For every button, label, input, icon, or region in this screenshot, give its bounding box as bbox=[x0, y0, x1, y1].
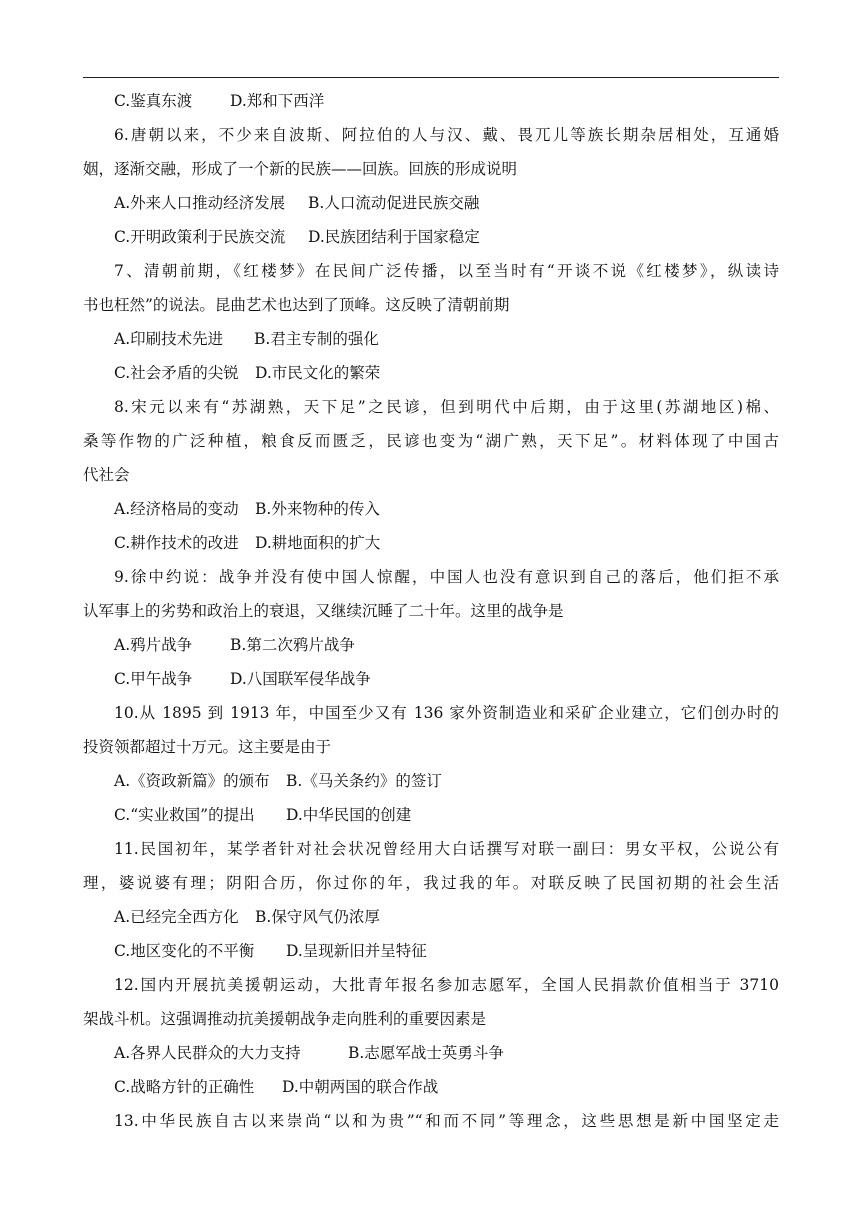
option-d: D.市民文化的繁荣 bbox=[255, 364, 381, 382]
option-b: B.外来物种的传入 bbox=[255, 500, 380, 518]
question-11-line-1: 11.民国初年，某学者针对社会状况曾经用大白话撰写对联一副曰：男女平权，公说公有 bbox=[114, 840, 779, 858]
option-c: C.“实业救国”的提出 bbox=[114, 806, 255, 824]
option-b: B.保守风气仍浓厚 bbox=[255, 908, 380, 926]
option-c: C.耕作技术的改进 bbox=[114, 534, 239, 552]
question-10-line-2: 投资领都超过十万元。这主要是由于 bbox=[83, 738, 332, 756]
option-d: D.八国联军侵华战争 bbox=[230, 670, 371, 688]
document-body bbox=[83, 84, 779, 1138]
option-row bbox=[83, 628, 779, 662]
option-d: D.中华民国的创建 bbox=[286, 806, 412, 824]
question-8-line-1: 8.宋元以来有“苏湖熟，天下足”之民谚，但到明代中后期，由于这里(苏湖地区)棉、 bbox=[114, 398, 779, 416]
option-c: C.战略方针的正确性 bbox=[114, 1078, 255, 1096]
option-row bbox=[83, 798, 779, 832]
option-d: D.中朝两国的联合作战 bbox=[282, 1078, 439, 1096]
question-7-line-1: 7、清朝前期，《红楼梦》在民间广泛传播，以至当时有“开谈不说《红楼梦》，纵读诗 bbox=[114, 262, 779, 280]
question-10-line-1: 10.从 1895 到 1913 年，中国至少又有 136 家外资制造业和采矿企业建立，它们创办时的 bbox=[114, 704, 779, 722]
question-7-line-2: 书也枉然”的说法。昆曲艺术也达到了顶峰。这反映了清朝前期 bbox=[83, 296, 510, 314]
question-6-line-1: 6.唐朝以来，不少来自波斯、阿拉伯的人与汉、戴、畏兀儿等族长期杂居相处，互通婚 bbox=[114, 126, 779, 144]
option-b: B.君主专制的强化 bbox=[254, 330, 379, 348]
option-row bbox=[83, 492, 779, 526]
option-a: A.已经完全西方化 bbox=[114, 908, 239, 926]
option-row bbox=[83, 662, 779, 696]
option-b: B.《马关条约》的签订 bbox=[286, 772, 442, 790]
option-row bbox=[83, 186, 779, 220]
option-row bbox=[83, 220, 779, 254]
option-d: D.耕地面积的扩大 bbox=[255, 534, 381, 552]
option-a: A.各界人民群众的大力支持 bbox=[114, 1044, 301, 1062]
question-6-line-2: 姻，逐渐交融，形成了一个新的民族——回族。回族的形成说明 bbox=[83, 160, 518, 178]
question-9-line-2: 认军事上的劣势和政治上的衰退，又继续沉睡了二十年。这里的战争是 bbox=[83, 602, 564, 620]
option-row bbox=[83, 526, 779, 560]
option-a: A.经济格局的变动 bbox=[114, 500, 239, 518]
option-row bbox=[83, 900, 779, 934]
option-d: D.呈现新旧并呈特征 bbox=[286, 942, 427, 960]
option-a: A.《资政新篇》的颁布 bbox=[114, 772, 270, 790]
option-row bbox=[83, 84, 779, 118]
question-8-line-2: 桑等作物的广泛种植，粮食反而匮乏，民谚也变为“湖广熟，天下足”。材料体现了中国古 bbox=[83, 432, 779, 450]
option-a: A.鸦片战争 bbox=[114, 636, 193, 654]
option-row bbox=[83, 764, 779, 798]
option-c: C.地区变化的不平衡 bbox=[114, 942, 255, 960]
option-d: D.郑和下西洋 bbox=[230, 92, 325, 110]
option-c: C.开明政策利于民族交流 bbox=[114, 228, 286, 246]
option-row bbox=[83, 1070, 779, 1104]
question-12-line-2: 架战斗机。这强调推动抗美援朝战争走向胜利的重要因素是 bbox=[83, 1010, 487, 1028]
option-c: C.甲午战争 bbox=[114, 670, 193, 688]
option-d: D.民族团结利于国家稳定 bbox=[308, 228, 480, 246]
question-13-line-1: 13.中华民族自古以来崇尚“以和为贵”“和而不同”等理念，这些思想是新中国坚定走 bbox=[114, 1112, 779, 1130]
question-8-line-3: 代社会 bbox=[83, 466, 130, 484]
question-11-line-2: 理，婆说婆有理；阴阳合历，你过你的年，我过我的年。对联反映了民国初期的社会生活 bbox=[83, 874, 779, 892]
option-row bbox=[83, 356, 779, 390]
question-12-line-1: 12.国内开展抗美援朝运动，大批青年报名参加志愿军，全国人民捐款价值相当于 3710 bbox=[114, 976, 779, 994]
option-a: A.外来人口推动经济发展 bbox=[114, 194, 286, 212]
header-rule bbox=[83, 77, 779, 78]
option-c: C.社会矛盾的尖锐 bbox=[114, 364, 239, 382]
option-c: C.鉴真东渡 bbox=[114, 92, 193, 110]
question-9-line-1: 9.徐中约说：战争并没有使中国人惊醒，中国人也没有意识到自己的落后，他们拒不承 bbox=[114, 568, 779, 586]
option-row bbox=[83, 934, 779, 968]
option-b: B.第二次鸦片战争 bbox=[230, 636, 355, 654]
option-b: B.志愿军战士英勇斗争 bbox=[348, 1044, 504, 1062]
option-a: A.印刷技术先进 bbox=[114, 330, 224, 348]
option-row bbox=[83, 1036, 779, 1070]
option-b: B.人口流动促进民族交融 bbox=[308, 194, 480, 212]
option-row bbox=[83, 322, 779, 356]
